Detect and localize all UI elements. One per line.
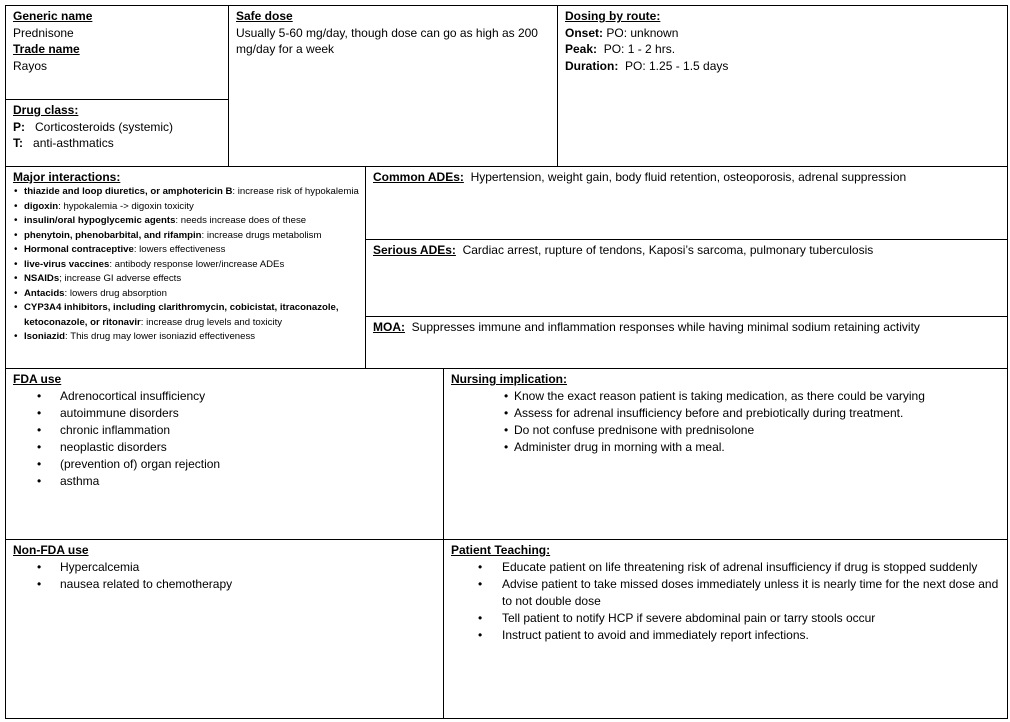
serious-ades-value: Cardiac arrest, rupture of tendons, Kaposi’s sarcoma, pulmonary tuberculosis bbox=[462, 243, 874, 257]
list-item bbox=[451, 610, 1000, 627]
list-item-text: Hypercalcemia bbox=[60, 559, 140, 574]
bullet-icon: • bbox=[37, 405, 42, 420]
bullet-icon: • bbox=[37, 559, 42, 574]
bullet-icon: • bbox=[478, 559, 483, 574]
safe-dose-cell bbox=[228, 5, 558, 167]
moa-label: MOA: bbox=[373, 320, 405, 334]
list-item bbox=[451, 388, 1000, 405]
interaction-item bbox=[24, 200, 359, 215]
thera-class-value: anti-asthmatics bbox=[33, 136, 114, 150]
onset-label: Onset: bbox=[565, 25, 604, 40]
dosing-label: Dosing by route: bbox=[565, 9, 661, 23]
interaction-drug: Hormonal contraceptive bbox=[24, 244, 134, 255]
interactions-list bbox=[13, 185, 359, 345]
teaching-list bbox=[451, 559, 1000, 644]
list-item bbox=[13, 456, 436, 473]
interactions-cell bbox=[5, 166, 366, 369]
list-item bbox=[13, 405, 436, 422]
interaction-effect: : lowers drug absorption bbox=[64, 287, 167, 299]
interaction-effect: : antibody response lower/increase ADEs bbox=[109, 258, 285, 270]
peak-label: Peak: bbox=[565, 42, 598, 56]
list-item bbox=[13, 473, 436, 490]
interaction-drug: digoxin bbox=[24, 200, 59, 212]
interaction-item bbox=[24, 272, 359, 287]
interaction-item bbox=[24, 185, 359, 200]
list-item-text: Know the exact reason patient is taking medication, as there could be varying bbox=[514, 388, 925, 403]
bullet-icon: • bbox=[478, 576, 483, 591]
common-ades-label: Common ADEs: bbox=[373, 170, 464, 184]
teaching-label: Patient Teaching: bbox=[451, 543, 551, 557]
drug-class-label: Drug class: bbox=[13, 103, 79, 117]
nursing-label: Nursing implication: bbox=[451, 372, 568, 386]
bullet-icon: • bbox=[37, 473, 42, 488]
trade-name-label: Trade name bbox=[13, 42, 80, 56]
list-item bbox=[451, 559, 1000, 576]
drug-class-cell bbox=[5, 99, 229, 167]
list-item-text: Do not confuse prednisone with prednisolone bbox=[514, 422, 755, 437]
interaction-item bbox=[24, 287, 359, 302]
interaction-drug: insulin/oral hypoglycemic agents bbox=[24, 215, 176, 226]
list-item-text: Assess for adrenal insufficiency before and prebiotically during treatment. bbox=[514, 405, 904, 420]
safe-dose-label: Safe dose bbox=[236, 9, 293, 23]
interaction-drug: CYP3A4 inhibitors, including clarithromycin, cobicistat, itraconazole, ketoconazole, or ritonavir bbox=[24, 302, 339, 328]
list-item-text: Educate patient on life threatening risk of adrenal insufficiency if drug is stopped suddenly bbox=[502, 559, 978, 574]
interaction-item bbox=[24, 229, 359, 244]
list-item-text: chronic inflammation bbox=[60, 422, 171, 437]
teaching-cell bbox=[443, 539, 1008, 719]
interactions-label: Major interactions: bbox=[13, 170, 121, 184]
bullet-icon: • bbox=[37, 439, 42, 454]
interaction-item bbox=[24, 243, 359, 258]
interaction-drug: phenytoin, phenobarbital, and rifampin bbox=[24, 229, 202, 241]
interaction-effect: : This drug may lower isoniazid effectiveness bbox=[65, 331, 256, 342]
interaction-drug: live-virus vaccines bbox=[24, 258, 110, 270]
list-item bbox=[13, 439, 436, 456]
thera-class-label: T: bbox=[13, 136, 23, 150]
interaction-drug: Isoniazid bbox=[24, 331, 66, 342]
bullet-icon: • bbox=[504, 439, 509, 454]
moa-cell bbox=[365, 316, 1008, 369]
bullet-icon: • bbox=[478, 627, 483, 642]
interaction-item bbox=[24, 330, 359, 345]
bullet-icon: • bbox=[478, 610, 483, 625]
interaction-effect: : lowers effectiveness bbox=[133, 244, 226, 255]
serious-ades-label: Serious ADEs: bbox=[373, 243, 456, 257]
list-item-text: nausea related to chemotherapy bbox=[60, 576, 233, 591]
pharm-class-value: Corticosteroids (systemic) bbox=[35, 119, 174, 134]
serious-ades-cell bbox=[365, 239, 1008, 317]
list-item bbox=[451, 422, 1000, 439]
list-item-text: Advise patient to take missed doses immediately unless it is nearly time for the next dose and to not double dose bbox=[502, 576, 999, 608]
list-item bbox=[451, 439, 1000, 456]
pharm-class-label: P: bbox=[13, 119, 25, 134]
fda-use-cell bbox=[5, 368, 444, 540]
interaction-effect: : needs increase does of these bbox=[175, 215, 307, 226]
interaction-effect: ; increase GI adverse effects bbox=[59, 273, 182, 284]
list-item-text: Administer drug in morning with a meal. bbox=[514, 439, 725, 454]
interaction-item bbox=[24, 301, 359, 330]
non-fda-use-list bbox=[13, 559, 436, 593]
nursing-cell bbox=[443, 368, 1008, 540]
generic-name-value: Prednisone bbox=[13, 25, 74, 40]
interaction-effect: : increase drug levels and toxicity bbox=[140, 316, 283, 328]
bullet-icon: • bbox=[504, 388, 509, 403]
fda-use-list bbox=[13, 388, 436, 490]
bullet-icon: • bbox=[37, 422, 42, 437]
duration-label: Duration: bbox=[565, 58, 619, 73]
interaction-item bbox=[24, 258, 359, 273]
interaction-drug: thiazide and loop diuretics, or amphotericin B bbox=[24, 186, 233, 197]
bullet-icon: • bbox=[504, 422, 509, 437]
list-item-text: Tell patient to notify HCP if severe abdominal pain or tarry stools occur bbox=[502, 610, 876, 625]
bullet-icon: • bbox=[504, 405, 509, 420]
list-item-text: neoplastic disorders bbox=[60, 439, 167, 454]
list-item bbox=[13, 559, 436, 576]
non-fda-use-label: Non-FDA use bbox=[13, 543, 89, 557]
bullet-icon: • bbox=[37, 388, 42, 403]
list-item-text: asthma bbox=[60, 473, 100, 488]
bullet-icon: • bbox=[37, 576, 42, 591]
interaction-effect: : hypokalemia -> digoxin toxicity bbox=[58, 200, 194, 212]
list-item bbox=[13, 388, 436, 405]
list-item bbox=[13, 576, 436, 593]
non-fda-use-cell bbox=[5, 539, 444, 719]
list-item-text: Adrenocortical insufficiency bbox=[60, 388, 206, 403]
list-item bbox=[13, 422, 436, 439]
interaction-drug: Antacids bbox=[24, 287, 65, 299]
interaction-effect: : increase drugs metabolism bbox=[201, 229, 322, 241]
list-item bbox=[451, 627, 1000, 644]
interaction-effect: : increase risk of hypokalemia bbox=[232, 186, 359, 197]
interaction-item bbox=[24, 214, 359, 229]
trade-name-value: Rayos bbox=[13, 58, 48, 73]
moa-value: Suppresses immune and inflammation responses while having minimal sodium retaining activity bbox=[411, 320, 920, 334]
generic-name-label: Generic name bbox=[13, 9, 93, 23]
dosing-cell bbox=[557, 5, 1008, 167]
list-item-text: (prevention of) organ rejection bbox=[60, 456, 221, 471]
safe-dose-value: Usually 5-60 mg/day, though dose can go as high as 200 mg/day for a week bbox=[236, 25, 538, 56]
list-item-text: autoimmune disorders bbox=[60, 405, 179, 420]
list-item bbox=[451, 576, 1000, 610]
generic-trade-cell bbox=[5, 5, 229, 100]
common-ades-cell bbox=[365, 166, 1008, 240]
interaction-drug: NSAIDs bbox=[24, 273, 60, 284]
list-item bbox=[451, 405, 1000, 422]
bullet-icon: • bbox=[37, 456, 42, 471]
onset-value: PO: unknown bbox=[606, 25, 679, 40]
list-item-text: Instruct patient to avoid and immediately report infections. bbox=[502, 627, 809, 642]
common-ades-value: Hypertension, weight gain, body fluid retention, osteoporosis, adrenal suppression bbox=[470, 170, 907, 184]
duration-value: PO: 1.25 - 1.5 days bbox=[625, 58, 729, 73]
nursing-list bbox=[451, 388, 1000, 456]
fda-use-label: FDA use bbox=[13, 372, 62, 386]
peak-value: PO: 1 - 2 hrs. bbox=[603, 42, 676, 56]
